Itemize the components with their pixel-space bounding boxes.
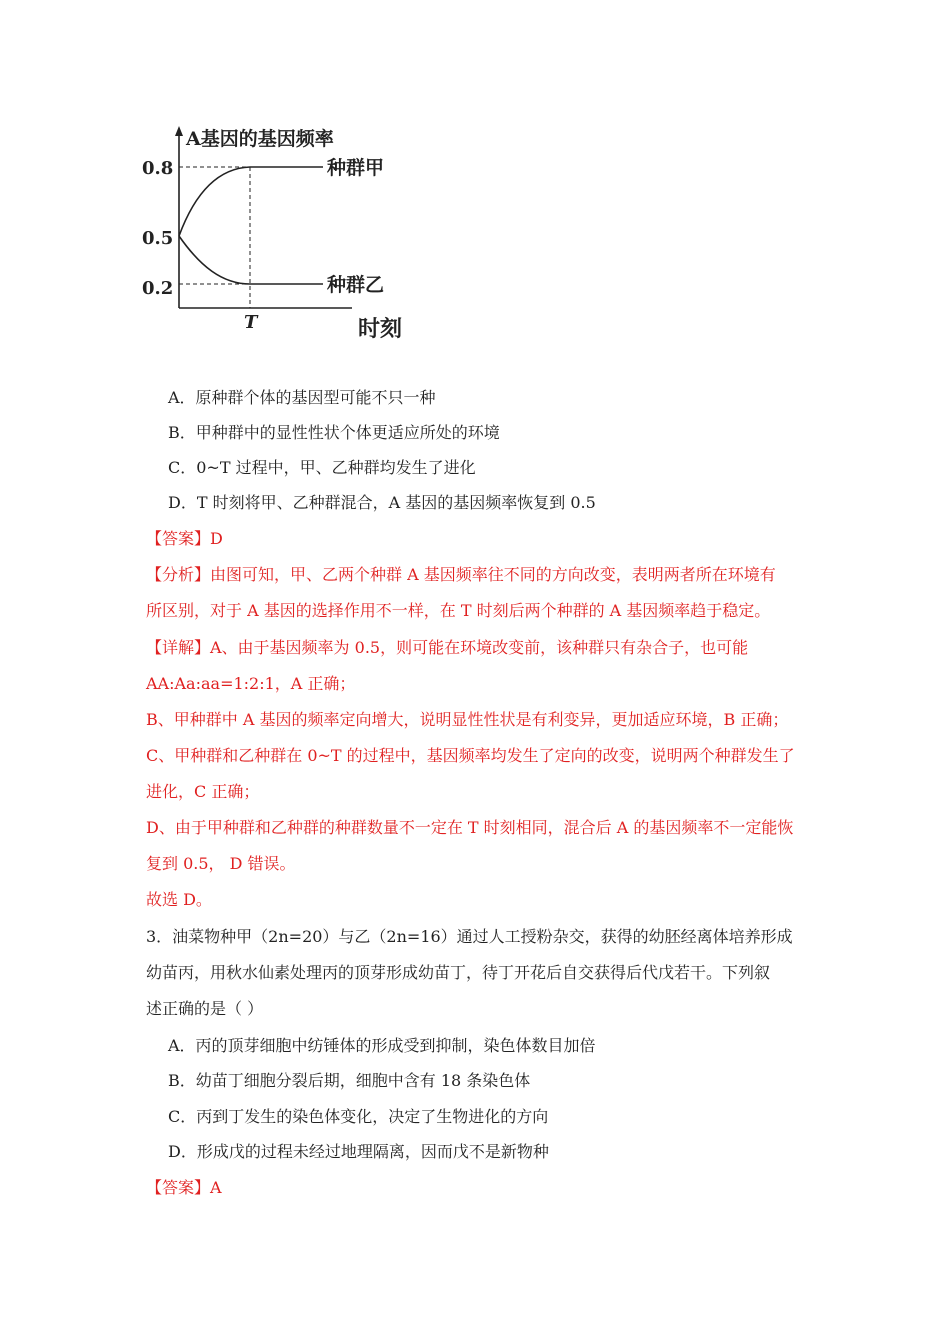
x-axis-label: 时刻 [358,316,403,342]
q3-option-d: D．形成戊的过程未经过地理隔离，因而戊不是新物种 [168,1142,549,1161]
q2-detail-line: D、由于甲种群和乙种群的种群数量不一定在 T 时刻相同，混合后 A 的基因频率不一定能恢 [146,818,794,837]
q2-detail-line: 进化，C 正确； [146,782,260,801]
q3-stem-line: 幼苗丙，用秋水仙素处理丙的顶芽形成幼苗丁，待丁开花后自交获得后代戊若干。下列叙 [146,963,771,982]
q2-detail-line: 【详解】A、由于基因频率为 0.5，则可能在环境改变前，该种群只有杂合子，也可能 [146,638,749,657]
q3-option-a: A．丙的顶芽细胞中纺锤体的形成受到抑制，染色体数目加倍 [168,1036,596,1055]
y-tick-label: 0.5 [142,228,174,249]
q2-detail-line: AA:Aa:aa=1:2:1，A 正确； [146,674,356,693]
q2-detail-line: C、甲种群和乙种群在 0~T 的过程中，基因频率均发生了定向的改变，说明两个种群发生了 [146,746,795,765]
gene-frequency-figure [138,118,428,348]
q2-option-a: A．原种群个体的基因型可能不只一种 [168,388,436,407]
series-label-yi: 种群乙 [327,274,385,296]
x-tick-label: T [244,312,258,333]
q3-option-b: B．幼苗丁细胞分裂后期，细胞中含有 18 条染色体 [168,1071,531,1090]
q3-option-c: C．丙到丁发生的染色体变化，决定了生物进化的方向 [168,1107,549,1126]
q2-detail-line: 故选 D。 [146,890,212,909]
series-label-jia: 种群甲 [327,157,385,179]
y-axis-arrow [175,126,183,136]
q2-option-b: B．甲种群中的显性性状个体更适应所处的环境 [168,423,500,442]
curve-population-jia [179,167,323,236]
q2-option-c: C．0~T 过程中，甲、乙种群均发生了进化 [168,458,476,477]
y-tick-label: 0.8 [142,158,174,179]
q3-answer: 【答案】A [146,1178,222,1197]
y-axis-label: A基因的基因频率 [186,128,334,150]
q3-stem-line: 3．油菜物种甲（2n=20）与乙（2n=16）通过人工授粉杂交，获得的幼胚经离体培养形成 [146,927,793,946]
q2-analysis-line: 【分析】由图可知，甲、乙两个种群 A 基因频率往不同的方向改变，表明两者所在环境有 [146,565,776,584]
q2-analysis-line: 所区别，对于 A 基因的选择作用不一样，在 T 时刻后两个种群的 A 基因频率趋于稳定。 [146,601,771,620]
y-tick-label: 0.2 [142,278,174,299]
q3-stem-line: 述正确的是（ ） [146,999,264,1018]
q2-answer: 【答案】D [146,529,223,548]
q2-option-d: D．T 时刻将甲、乙种群混合，A 基因的基因频率恢复到 0.5 [168,493,596,512]
q2-detail-line: B、甲种群中 A 基因的频率定向增大，说明显性性状是有利变异，更加适应环境，B 正确； [146,710,789,729]
curve-population-yi [179,236,323,284]
q2-detail-line: 复到 0.5， D 错误。 [146,854,296,873]
